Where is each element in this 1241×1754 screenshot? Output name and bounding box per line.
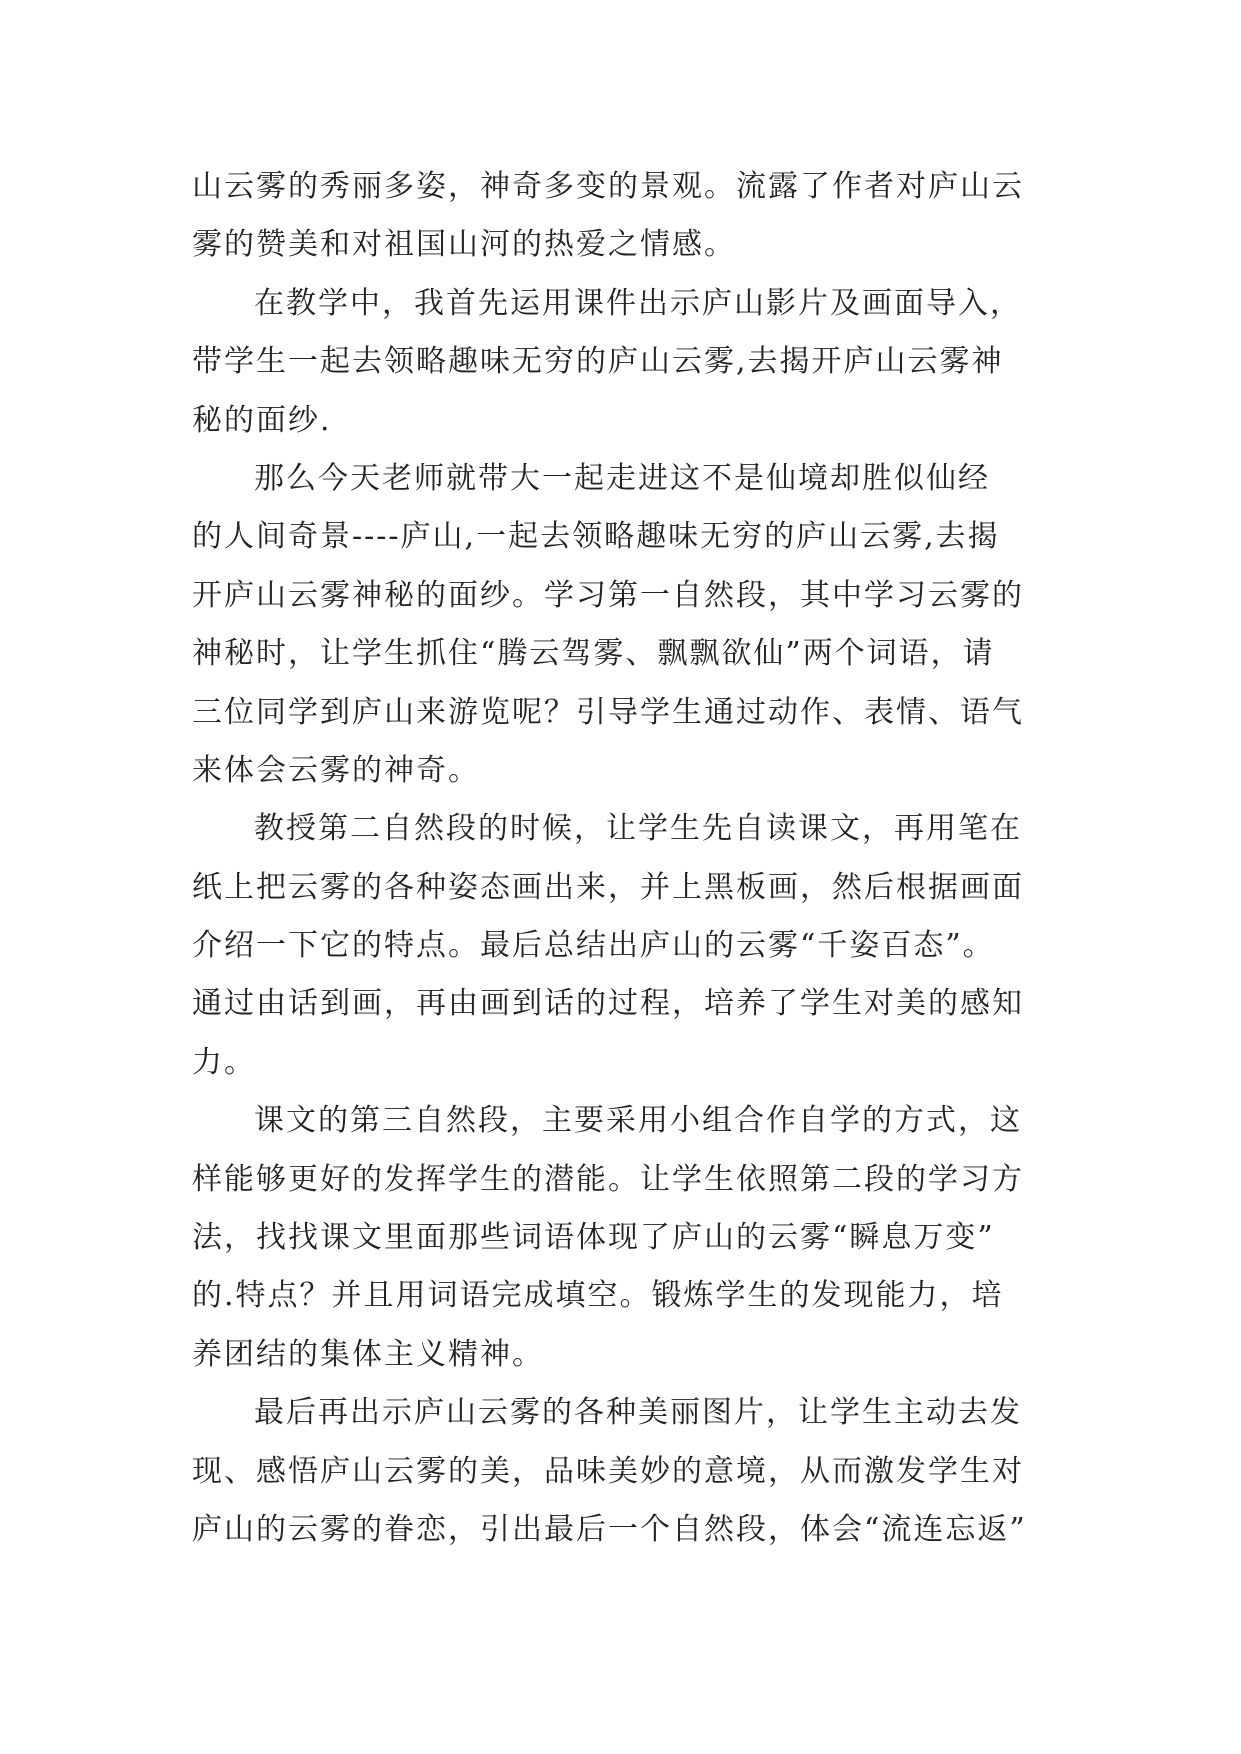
paragraph-2 [192, 275, 1072, 450]
text-line: 庐山的云雾的眷恋，引出最后一个自然段，体会“流连忘返” [192, 1511, 1027, 1547]
paragraph-1 [192, 158, 1072, 275]
text-line: 山云雾的秀丽多姿，神奇多变的景观。流露了作者对庐山云 [192, 169, 1024, 204]
paragraph-4 [192, 800, 1072, 1092]
text-line: 三位同学到庐山来游览呢？引导学生通过动作、表情、语气 [192, 694, 1024, 730]
text-line: 的人间奇景----庐山,一起去领略趣味无穷的庐山云雾,去揭 [192, 519, 1000, 555]
paragraph-6 [192, 1384, 1072, 1559]
text-line: 现、感悟庐山云雾的美，品味美妙的意境，从而激发学生对 [192, 1453, 1024, 1489]
text-line: 的.特点？并且用词语完成填空。锻炼学生的发现能力，培 [192, 1278, 1004, 1314]
paragraph-3 [192, 450, 1072, 800]
text-line: 介绍一下它的特点。最后总结出庐山的云雾“千姿百态”。 [192, 928, 995, 964]
text-line: 开庐山云雾神秘的面纱。学习第一自然段，其中学习云雾的 [192, 577, 1024, 613]
text-line: 养团结的集体主义精神。 [192, 1336, 544, 1372]
text-line: 秘的面纱. [192, 402, 332, 438]
text-line: 样能够更好的发挥学生的潜能。让学生依照第二段的学习方 [192, 1161, 1024, 1197]
text-line: 力。 [192, 1044, 256, 1080]
text-line: 课文的第三自然段，主要采用小组合作自学的方式，这 [254, 1103, 1022, 1139]
text-line: 通过由话到画，再由画到话的过程，培养了学生对美的感知 [192, 986, 1024, 1022]
text-line: 神秘时，让学生抓住“腾云驾雾、飘飘欲仙”两个词语，请 [192, 636, 995, 672]
text-line: 那么今天老师就带大一起走进这不是仙境却胜似仙经 [254, 460, 990, 496]
text-line: 最后再出示庐山云雾的各种美丽图片，让学生主动去发 [254, 1395, 1022, 1431]
text-line: 教授第二自然段的时候，让学生先自读课文，再用笔在 [254, 811, 1022, 847]
text-line: 在教学中，我首先运用课件出示庐山影片及画面导入， [254, 285, 1022, 321]
text-line: 来体会云雾的神奇。 [192, 752, 480, 788]
text-line: 雾的赞美和对祖国山河的热爱之情感。 [192, 227, 736, 263]
paragraph-5 [192, 1092, 1072, 1384]
text-line: 带学生一起去领略趣味无穷的庐山云雾,去揭开庐山云雾神 [192, 344, 1004, 380]
text-line: 法，找找课文里面那些词语体现了庐山的云雾“瞬息万变” [192, 1220, 995, 1256]
body-text [192, 158, 1072, 1559]
text-line: 纸上把云雾的各种姿态画出来，并上黑板画，然后根据画面 [192, 869, 1024, 905]
